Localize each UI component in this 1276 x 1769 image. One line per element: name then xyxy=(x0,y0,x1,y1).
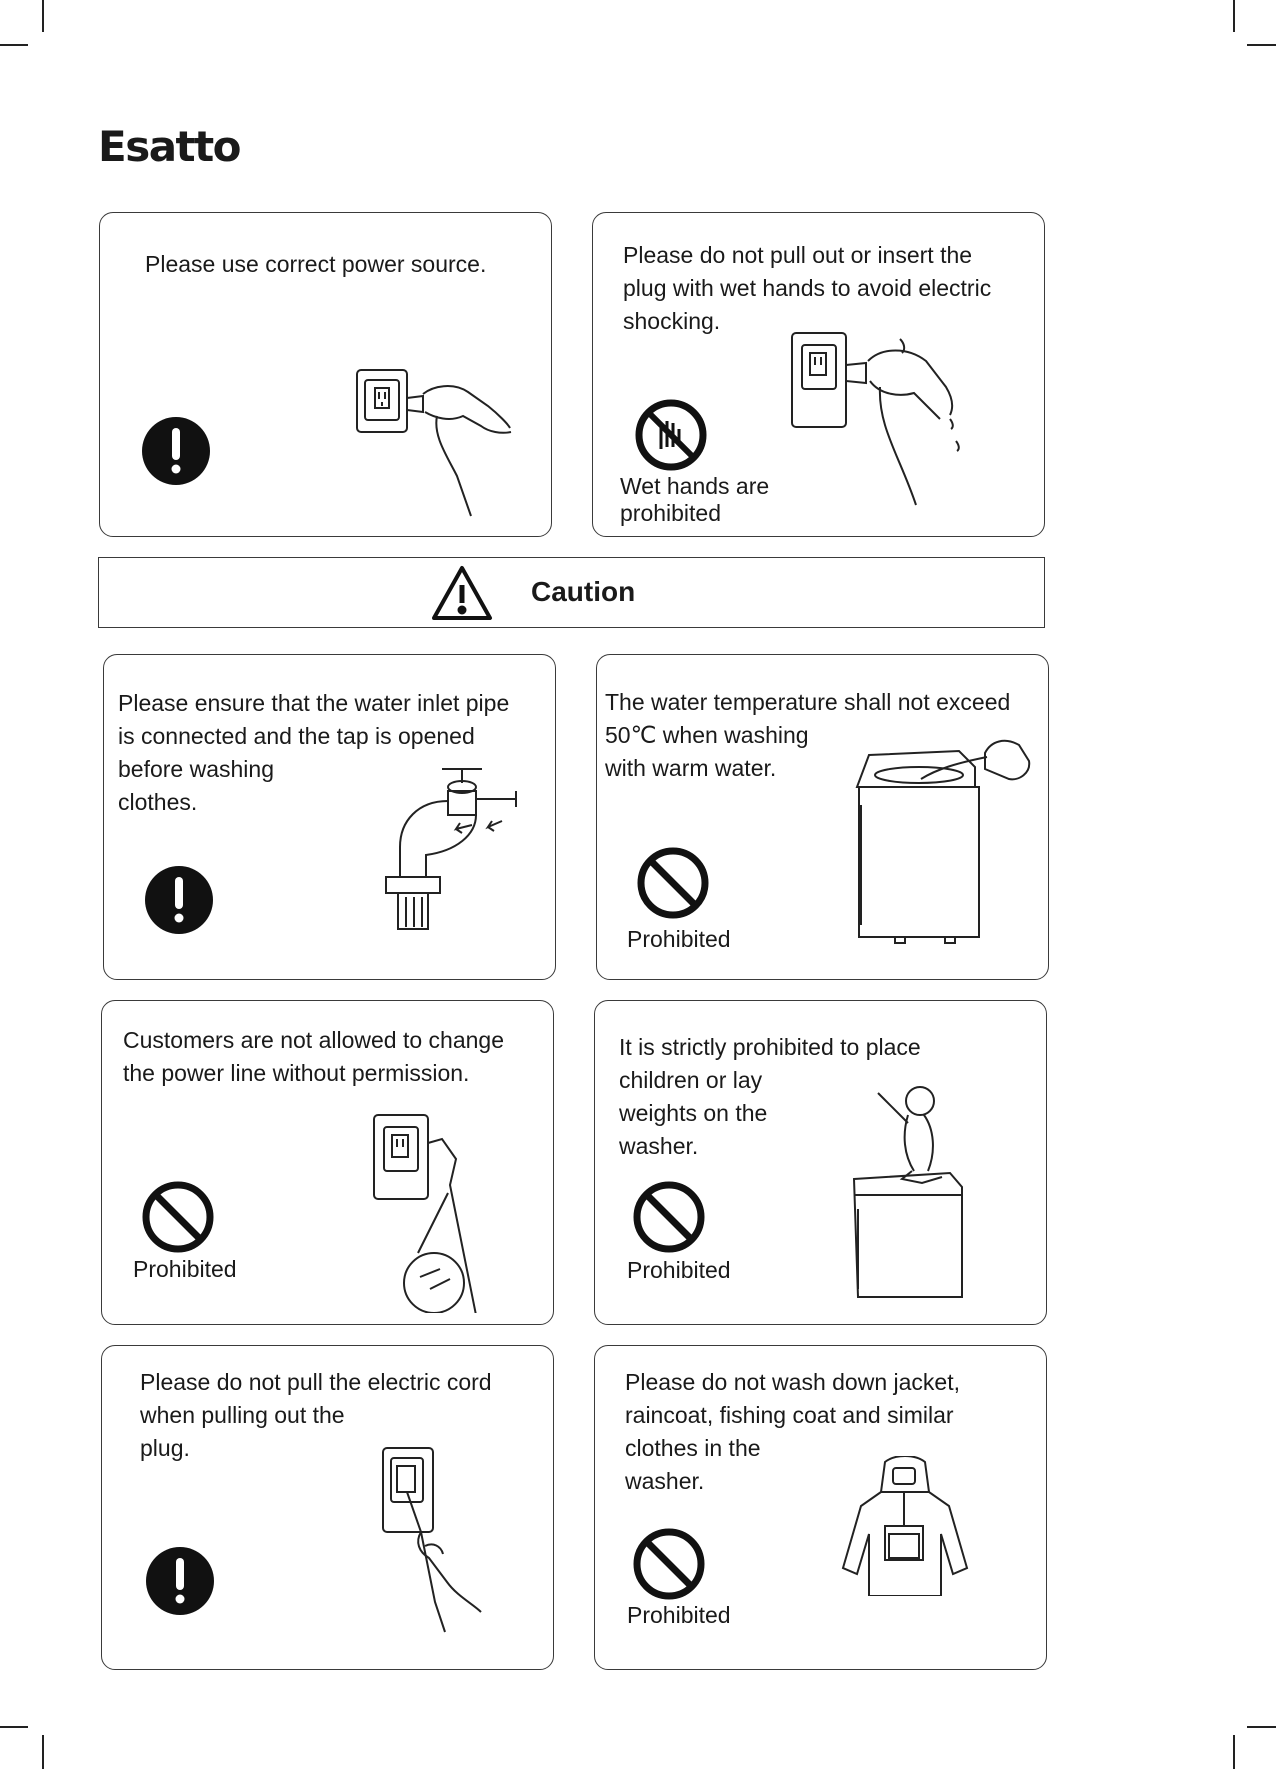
pull-plug-illustration xyxy=(381,1446,491,1636)
card-power-line xyxy=(101,1000,554,1325)
card-pull-cord xyxy=(101,1345,554,1670)
water-tap-illustration xyxy=(382,761,522,931)
prohibition-icon xyxy=(142,1181,214,1253)
raincoat-illustration xyxy=(839,1456,969,1596)
crop-mark xyxy=(42,1735,44,1769)
child-on-washer-illustration xyxy=(850,1079,970,1299)
badge-label: Prohibited xyxy=(627,1602,731,1628)
card-down-jacket xyxy=(594,1345,1047,1670)
card-water-temperature xyxy=(596,654,1049,980)
crop-mark xyxy=(0,44,28,46)
wet-hand-plug-illustration xyxy=(790,331,980,516)
prohibition-icon xyxy=(637,847,709,919)
card-text: Please use correct power source. xyxy=(145,251,487,277)
crop-mark xyxy=(1233,0,1235,32)
warning-triangle-icon xyxy=(431,565,493,626)
card-text: Please ensure that the water inlet pipe is connected and the tap is opened before washing clothes. xyxy=(118,690,510,815)
exclamation-circle-icon xyxy=(141,416,211,486)
badge-label: Prohibited xyxy=(627,1257,731,1283)
exclamation-circle-icon xyxy=(145,1546,215,1616)
card-water-inlet xyxy=(103,654,556,980)
badge-label: Prohibited xyxy=(627,926,731,952)
washer-hot-water-illustration xyxy=(855,735,1045,947)
prohibition-icon xyxy=(633,1528,705,1600)
power-line-illustration xyxy=(372,1113,512,1313)
crop-mark xyxy=(42,0,44,32)
crop-mark xyxy=(1247,1726,1276,1728)
card-text: Please do not pull out or insert the plug with wet hands to avoid electric shocking. xyxy=(623,242,992,334)
crop-mark xyxy=(1233,1735,1235,1769)
brand-logo: Esatto xyxy=(98,122,241,171)
prohibition-icon xyxy=(633,1181,705,1253)
plug-in-outlet-illustration xyxy=(355,368,515,523)
card-power-source xyxy=(99,212,552,537)
card-text: It is strictly prohibited to place children or lay weights on the washer. xyxy=(619,1034,921,1159)
badge-label: Prohibited xyxy=(133,1256,237,1282)
card-text: Customers are not allowed to change the power line without permission. xyxy=(123,1027,504,1086)
crop-mark xyxy=(1247,44,1276,46)
card-wet-hands xyxy=(592,212,1045,537)
exclamation-circle-icon xyxy=(144,865,214,935)
card-children xyxy=(594,1000,1047,1325)
badge-label: Wet hands are prohibited xyxy=(620,473,770,526)
wet-hands-prohibited-icon xyxy=(635,399,707,471)
caution-title: Caution xyxy=(531,576,636,607)
card-text: Please do not wash down jacket, raincoat, fishing coat and similar clothes in the washer. xyxy=(625,1369,960,1494)
card-text: Please do not pull the electric cord when pulling out the plug. xyxy=(140,1369,492,1461)
caution-banner xyxy=(98,557,1045,628)
card-text: The water temperature shall not exceed 50℃ when washing with warm water. xyxy=(605,689,1011,781)
crop-mark xyxy=(0,1726,28,1728)
